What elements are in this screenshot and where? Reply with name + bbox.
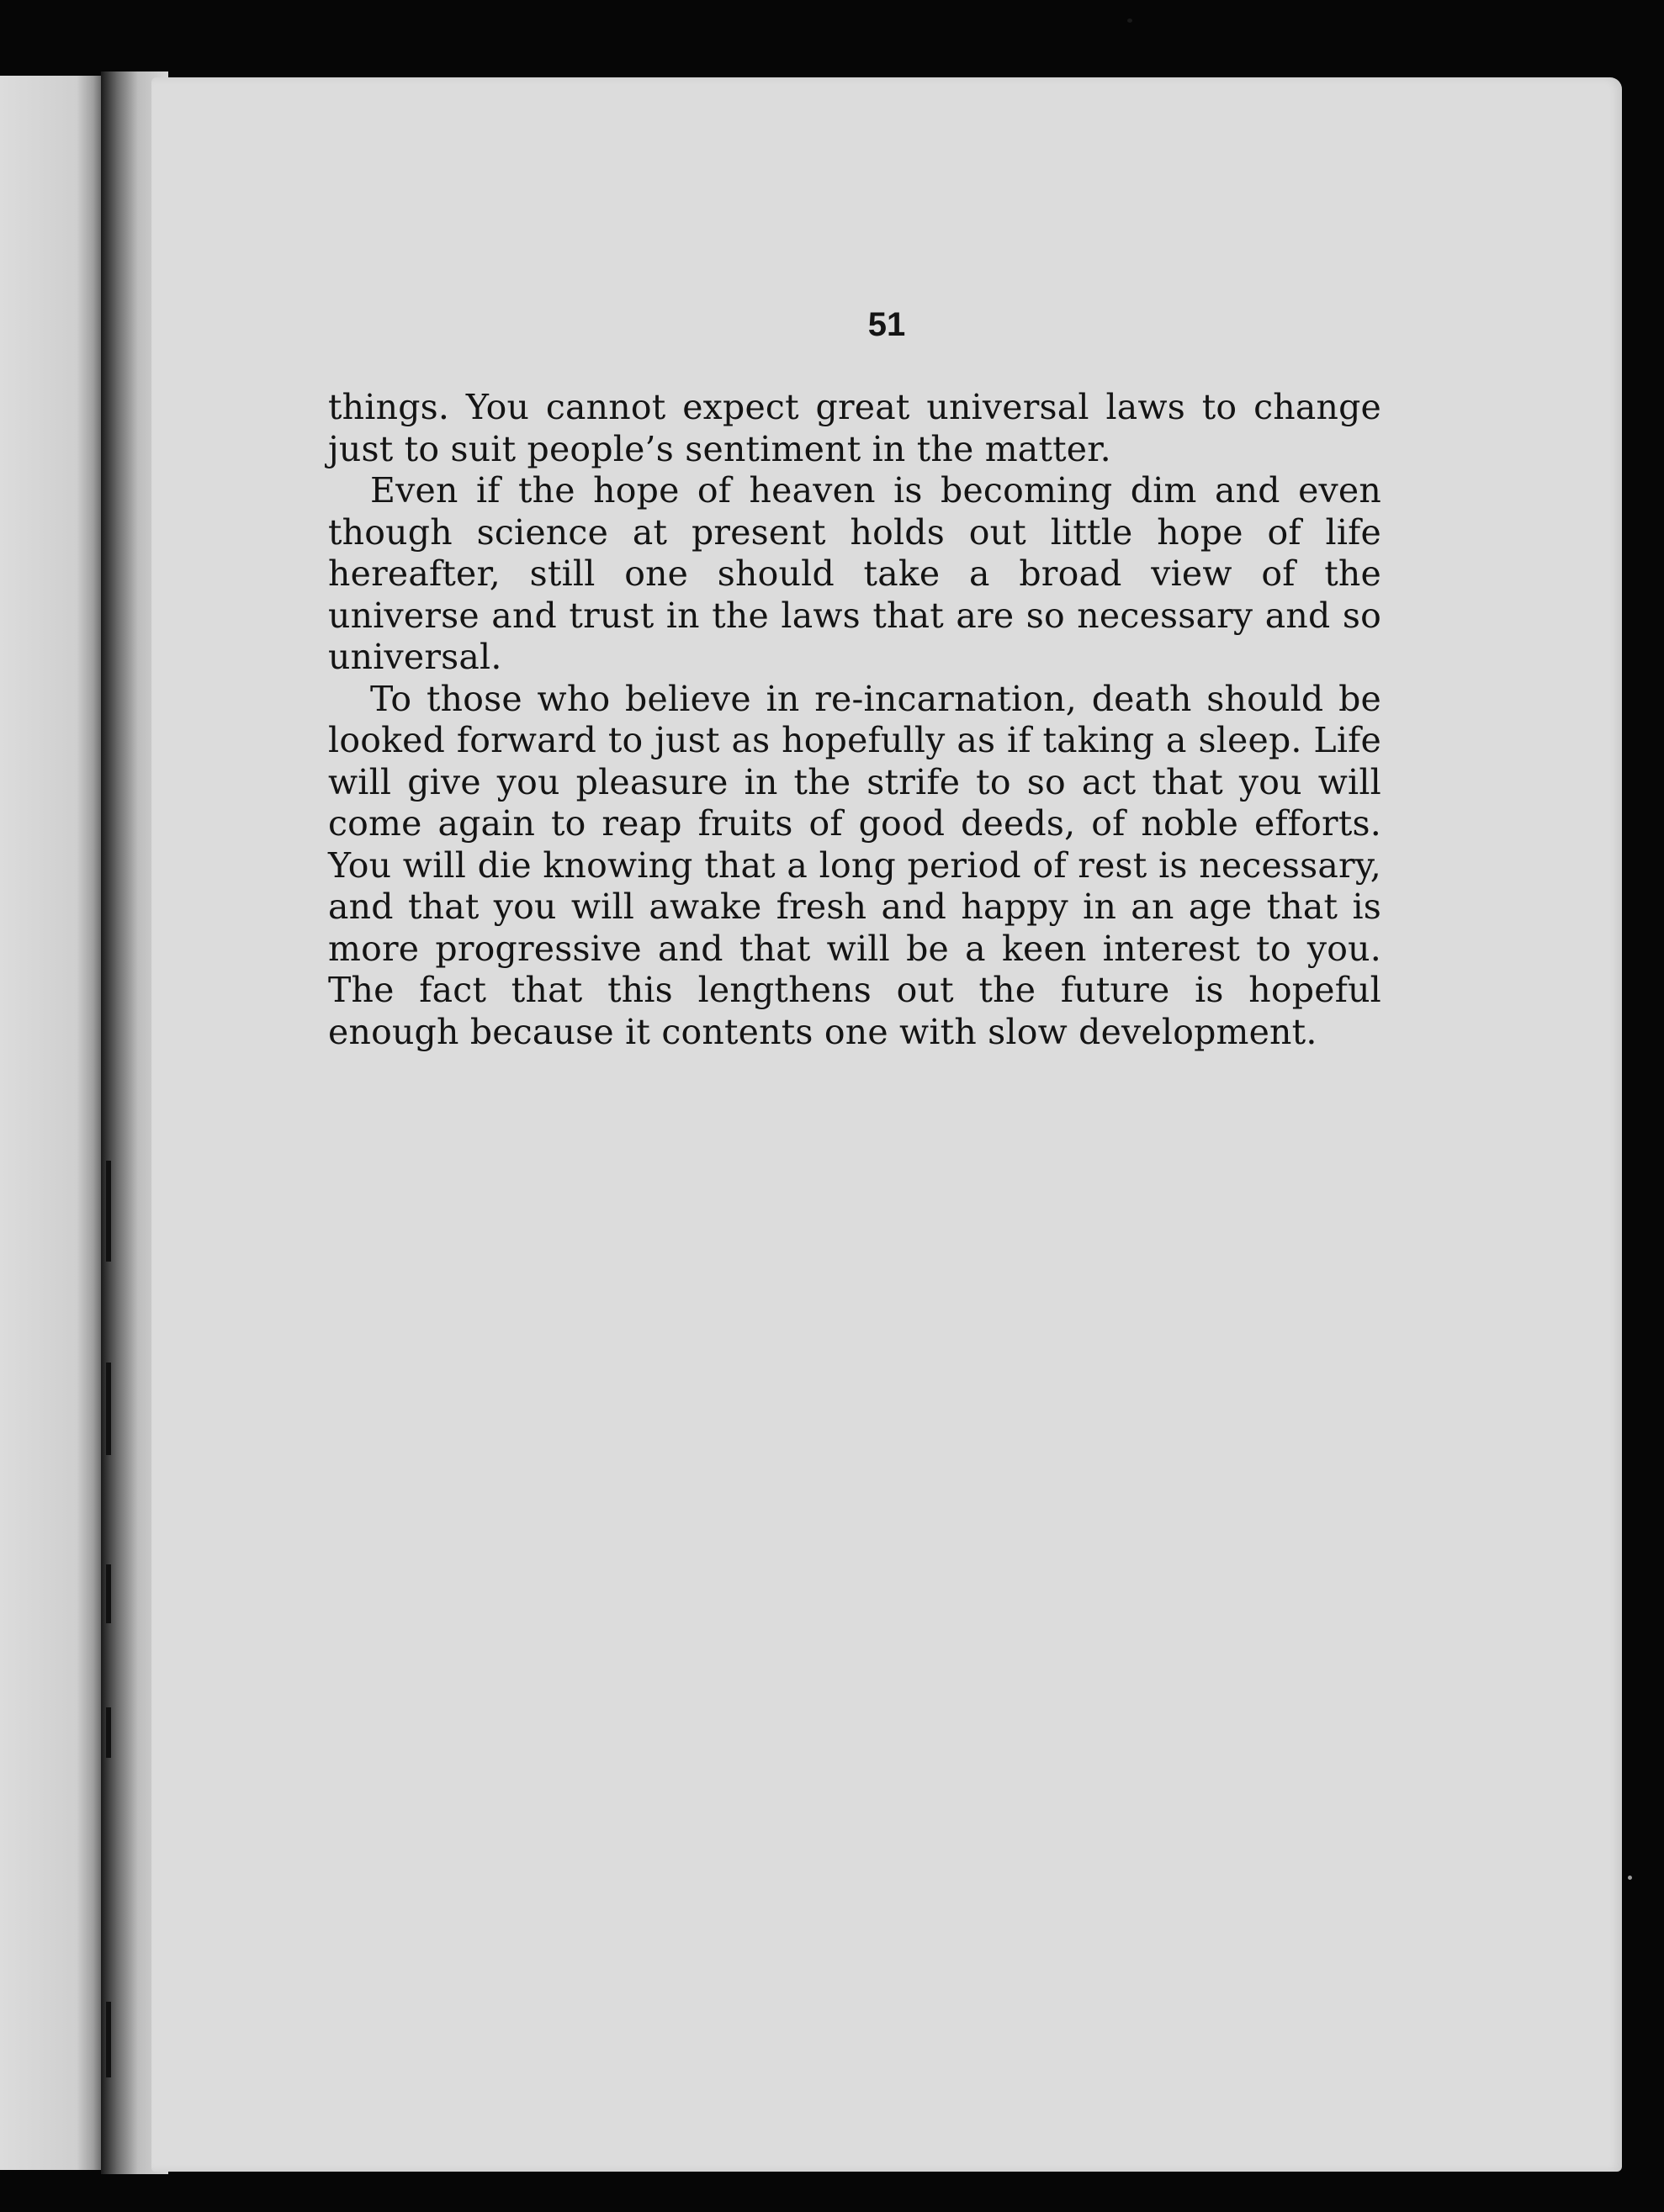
dust-speck (1628, 1876, 1632, 1880)
dust-speck (1127, 19, 1132, 23)
body-text (328, 387, 1381, 1053)
facing-page-edge (0, 76, 109, 2170)
gutter-mark (106, 1707, 111, 1758)
gutter-mark (106, 1161, 111, 1262)
paragraph-3: To those who believe in re-incarnation, death should be looked forward to just as hopefully as if taking a sleep. Life will give you pleasure in the strife to so act that you will come again to reap fruits of good deeds, of noble efforts. You will die knowing that a long period of rest is necessary, and that you will awake fresh and happy in an age that is more progressive and that will be a keen interest to you. The fact that this lengthens out the future is hopeful enough because it contents one with slow development. (328, 678, 1381, 1052)
paragraph-1: things. You cannot expect great universal laws to change just to suit people’s sentiment in the matter. (328, 387, 1381, 469)
gutter-mark (106, 1363, 111, 1455)
gutter-mark (106, 2002, 111, 2077)
paragraph-2: Even if the hope of heaven is becoming dim and even though science at present holds out little hope of life hereafter, still one should take a broad view of the universe and trust in the laws that are so necessary and so universal. (328, 470, 1381, 677)
gutter-mark (106, 1564, 111, 1623)
book-page (151, 77, 1622, 2172)
page-number: 51 (867, 306, 906, 343)
